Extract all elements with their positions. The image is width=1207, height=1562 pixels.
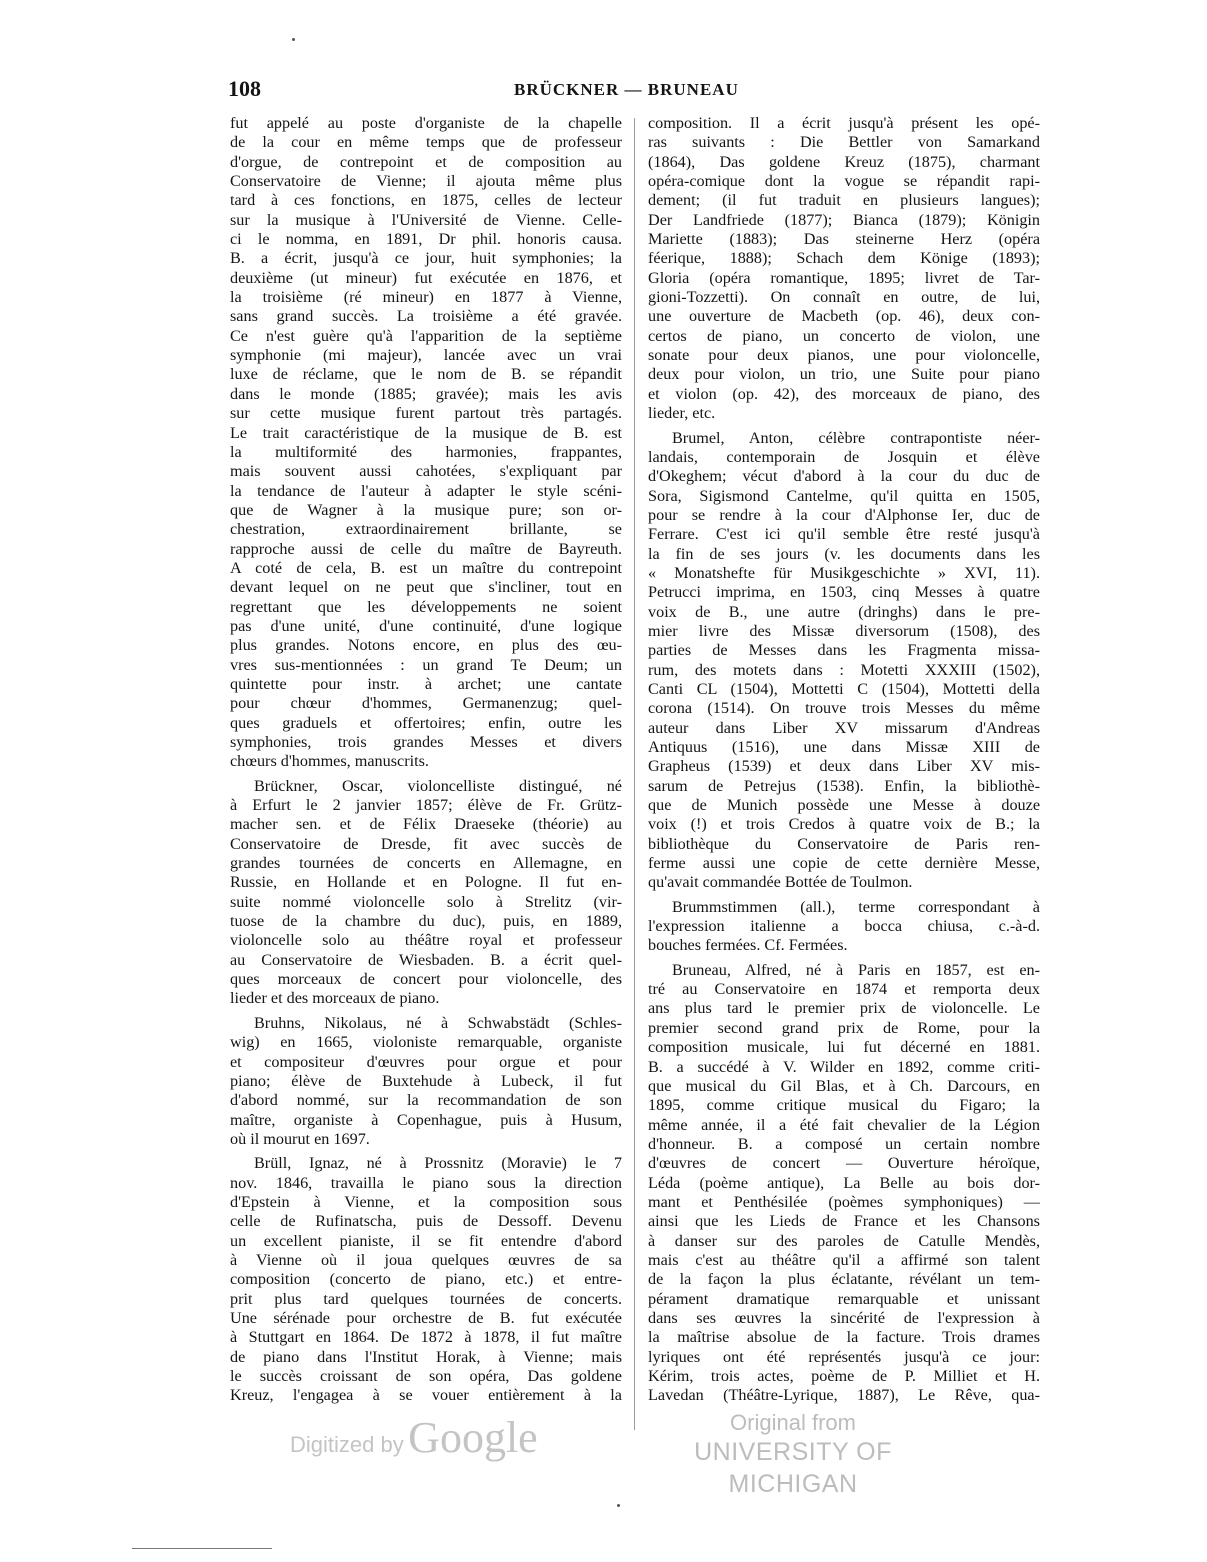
text-line: quintette pour instr. à archet; une cantate <box>230 674 622 693</box>
text-line: ques graduels et offertoires; enfin, outre les <box>230 713 622 732</box>
text-line: maître, organiste à Copenhague, puis à Husum, <box>230 1110 622 1129</box>
text-line: une ouverture de Macbeth (op. 46), deux con- <box>648 307 1040 326</box>
text-line: composition musicale, lui fut décerné en 1881. <box>648 1038 1040 1057</box>
text-line: voix (!) et trois Credos à quatre voix de B.; la <box>648 815 1040 834</box>
text-line: composition (concerto de piano, etc.) et entre- <box>230 1270 622 1289</box>
text-line: sonate pour deux pianos, une pour violoncelle, <box>648 346 1040 365</box>
text-line: le succès croissant de son opéra, Das goldene <box>230 1367 622 1385</box>
text-line: lieder et des morceaux de piano. <box>230 989 440 1008</box>
text-line: B. a écrit, jusqu'à ce jour, huit symphonies; la <box>230 249 622 268</box>
text-line: l'expression italienne a bocca chiusa, c.-à-d. <box>648 917 1040 936</box>
original-from-watermark <box>668 1410 918 1500</box>
text-line: rum, des motets dans : Motetti XXXIII (1502), <box>648 660 1040 679</box>
university-label: UNIVERSITY OF MICHIGAN <box>694 1438 892 1498</box>
text-line: Conservatoire de Vienne; il ajouta même plus <box>230 172 622 191</box>
text-line: Brüll, Ignaz, né à Prossnitz (Moravie) le 7 <box>254 1154 622 1173</box>
text-line: de la cour en même temps que de professeur <box>230 133 622 152</box>
text-line: dans le monde (1885; gravée); mais les avis <box>230 384 622 403</box>
text-line: opéra-comique dont la vogue se répandit rapi- <box>648 172 1040 191</box>
text-line: la multiformité des harmonies, frappantes, <box>230 442 622 461</box>
text-line: luxe de réclame, que le nom de B. se répandit <box>230 365 622 384</box>
text-line: ainsi que les Lieds de France et les Chansons <box>648 1212 1040 1231</box>
text-line: 1895, comme critique musical du Figaro; la <box>648 1096 1040 1115</box>
text-line: d'honneur. B. a composé un certain nombre <box>648 1134 1040 1153</box>
text-line: Bruneau, Alfred, né à Paris en 1857, est en- <box>672 960 1040 979</box>
text-line: corona (1514). On trouve trois Messes du même <box>648 699 1040 718</box>
text-line: tuose de la chambre du duc), puis, en 1889, <box>230 912 622 931</box>
text-line: sur la musique à l'Université de Vienne. Celle- <box>230 210 622 229</box>
text-line: d'abord nommé, sur la recommandation de son <box>230 1091 622 1110</box>
text-line: ras suivants : Die Bettler von Samarkand <box>648 133 1040 152</box>
google-logo: Google <box>408 1413 538 1462</box>
text-line: Gloria (opéra romantique, 1895; livret de Tar- <box>648 268 1040 287</box>
text-line: B. a succédé à V. Wilder en 1892, comme criti- <box>648 1057 1040 1076</box>
text-line: même année, il a été fait chevalier de la Légion <box>648 1115 1040 1134</box>
text-line: grandes tournées de concerts en Allemagne, en <box>230 854 622 873</box>
text-line: A coté de cela, B. est un maître du contrepoint <box>230 558 622 577</box>
text-line: chœurs d'hommes, manuscrits. <box>230 752 429 771</box>
text-line: Russie, en Hollande et en Pologne. Il fut en- <box>230 873 622 892</box>
text-line: Le trait caractéristique de la musique de B. est <box>230 423 622 442</box>
text-line: et violon (op. 42), des morceaux de piano, des <box>648 384 1040 403</box>
text-line: d'Okeghem; vécut d'abord à la cour du duc de <box>648 467 1040 486</box>
text-line: pour chœur d'hommes, Germanenzug; quel- <box>230 694 622 713</box>
text-line: à Stuttgart en 1864. De 1872 à 1878, il fut maître <box>230 1328 622 1347</box>
text-line: Brückner, Oscar, violoncelliste distingué, né <box>254 776 622 795</box>
text-line: où il mourut en 1697. <box>230 1129 370 1148</box>
text-line: tré au Conservatoire en 1874 et remporta deux <box>648 980 1040 999</box>
text-line: pas d'une unité, d'une continuité, d'une logique <box>230 616 622 635</box>
text-line: deuxième (ut mineur) fut exécutée en 1876, et <box>230 268 622 287</box>
text-line: mant et Penthésilée (poèmes symphoniques) — <box>648 1192 1040 1211</box>
text-line: sarum de Petrejus (1538). Enfin, la bibliothè- <box>648 776 1040 795</box>
text-line: Ferrare. C'est ici qu'il semble être resté jusqu'à <box>648 525 1040 544</box>
text-line: Der Landfriede (1877); Bianca (1879); Königin <box>648 210 1040 229</box>
text-line: à Vienne où il joua quelques œuvres de sa <box>230 1250 622 1269</box>
text-line: celle de Rufinatscha, puis de Dessoff. Devenu <box>230 1212 622 1231</box>
right-column <box>648 114 1040 1406</box>
text-line: Mariette (1883); Das steinerne Herz (opéra <box>648 230 1040 249</box>
text-line: un excellent pianiste, il se fit entendre d'abord <box>230 1231 622 1250</box>
text-line: la tendance de l'auteur à adapter le style scéni- <box>230 481 622 500</box>
text-line: mier livre des Missæ diversorum (1508), des <box>648 621 1040 640</box>
text-line: « Monatshefte für Musikgeschichte » XVI, 11). <box>648 563 1040 582</box>
text-line: la fin de ses jours (v. les documents dans les <box>648 544 1040 563</box>
text-line: Brumel, Anton, célèbre contrapontiste néer- <box>672 428 1040 447</box>
text-line: ans plus tard le premier prix de violoncelle. Le <box>648 999 1040 1018</box>
text-line: suite nommé violoncelle solo à Strelitz (vir- <box>230 892 622 911</box>
left-column <box>230 114 622 1406</box>
text-line: d'œuvres de concert — Ouverture héroïque, <box>648 1154 1040 1173</box>
text-line: Grapheus (1539) et deux dans Liber XV mis- <box>648 757 1040 776</box>
running-head: BRÜCKNER — BRUNEAU <box>514 80 739 99</box>
text-line: à danser sur des paroles de Catulle Mendès, <box>648 1231 1040 1250</box>
text-line: ci le nomma, en 1891, Dr phil. honoris causa. <box>230 230 622 249</box>
text-line: fut appelé au poste d'organiste de la chapelle <box>230 114 622 132</box>
text-line: sur cette musique furent partout très partagés. <box>230 404 622 423</box>
text-line: (1864), Das goldene Kreuz (1875), charmant <box>648 152 1040 171</box>
text-line: Une sérénade pour orchestre de B. fut exécutée <box>230 1308 622 1327</box>
scan-speck <box>617 1504 620 1507</box>
text-line: wig) en 1665, violoniste remarquable, organiste <box>230 1033 622 1052</box>
text-line: à Erfurt le 2 janvier 1857; élève de Fr. Grütz- <box>230 796 622 815</box>
text-line: bibliothèque du Conservatoire de Paris ren- <box>648 834 1040 853</box>
text-line: parties de Messes dans les Fragmenta missa- <box>648 641 1040 660</box>
text-line: la troisième (ré mineur) en 1877 à Vienne, <box>230 288 622 307</box>
text-line: prit plus tard quelques tournées de concerts. <box>230 1289 622 1308</box>
text-line: pour se rendre à la cour d'Alphonse Ier, duc de <box>648 505 1040 524</box>
digitized-by-watermark <box>290 1412 538 1463</box>
text-line: plus grandes. Notons encore, en plus des œu- <box>230 636 622 655</box>
text-line: nov. 1846, travailla le piano sous la direction <box>230 1173 622 1192</box>
text-line: Conservatoire de Dresde, fit avec succès de <box>230 834 622 853</box>
scan-speck <box>292 38 295 41</box>
text-line: ferme aussi une copie de cette dernière Messe, <box>648 854 1040 873</box>
text-line: regrettant que les développements ne soient <box>230 597 622 616</box>
text-line: Léda (poème antique), La Belle au bois dor- <box>648 1173 1040 1192</box>
text-line: Brummstimmen (all.), terme correspondant à <box>672 897 1040 916</box>
page-number: 108 <box>228 76 261 101</box>
column-divider <box>634 118 635 1430</box>
text-line: tard à ces fonctions, en 1875, celles de lecteur <box>230 191 622 210</box>
text-line: certos de piano, un concerto de violon, une <box>648 326 1040 345</box>
text-line: Lavedan (Théâtre-Lyrique, 1887), Le Rêve, qua- <box>648 1386 1040 1405</box>
text-line: composition. Il a écrit jusqu'à présent les opé- <box>648 114 1040 132</box>
text-line: chestration, extraordinairement brillante, se <box>230 520 622 539</box>
text-line: macher sen. et de Félix Draeseke (théorie) au <box>230 815 622 834</box>
text-line: Ce n'est guère qu'à l'apparition de la septième <box>230 326 622 345</box>
text-line: que musical du Gil Blas, et à Ch. Darcours, en <box>648 1076 1040 1095</box>
text-line: sans grand succès. La troisième a été gravée. <box>230 307 622 326</box>
text-line: mais c'est au théâtre qu'il a affirmé son talent <box>648 1250 1040 1269</box>
text-line: lyriques ont été représentés jusqu'à ce jour: <box>648 1347 1040 1366</box>
text-line: de la façon la plus éclatante, révélant un tem- <box>648 1270 1040 1289</box>
text-line: que de Wagner à la musique pure; son or- <box>230 500 622 519</box>
text-line: landais, contemporain de Josquin et élève <box>648 447 1040 466</box>
text-line: d'Epstein à Vienne, et la composition sous <box>230 1192 622 1211</box>
text-line: symphonies, trois grandes Messes et divers <box>230 733 622 751</box>
text-line: piano; élève de Buxtehude à Lubeck, il fut <box>230 1071 622 1090</box>
text-line: de piano dans l'Institut Horak, à Vienne; mais <box>230 1347 622 1366</box>
text-line: bouches fermées. Cf. Fermées. <box>648 936 848 955</box>
text-line: rapproche aussi de celle du maître de Bayreuth. <box>230 539 622 558</box>
text-line: devant lequel on ne peut que s'incliner, tout en <box>230 578 622 597</box>
text-line: ques morceaux de concert pour violoncelle, des <box>230 970 622 989</box>
text-line: qu'avait commandée Bottée de Toulmon. <box>648 873 913 892</box>
text-line: et compositeur d'œuvres pour orgue et pour <box>230 1052 622 1071</box>
text-line: que de Munich possède une Messe à douze <box>648 796 1040 815</box>
text-line: deux pour violon, un trio, une Suite pour piano <box>648 365 1040 384</box>
text-line: au Conservatoire de Wiesbaden. B. a écrit quel- <box>230 950 622 969</box>
text-line: Antiquus (1516), une dans Missæ XIII de <box>648 738 1040 756</box>
bottom-rule <box>132 1548 272 1549</box>
text-line: violoncelle solo au théâtre royal et professeur <box>230 931 622 950</box>
text-line: d'orgue, de contrepoint et de composition au <box>230 152 622 171</box>
text-line: symphonie (mi majeur), lancée avec un vrai <box>230 346 622 365</box>
text-line: pérament dramatique remarquable et unissant <box>648 1289 1040 1308</box>
text-line: voix de B., une autre (dringhs) dans le pre- <box>648 602 1040 621</box>
text-line: gioni-Tozzetti). On connaît en outre, de lui, <box>648 288 1040 307</box>
text-line: Petrucci imprima, en 1503, cinq Messes à quatre <box>648 583 1040 602</box>
text-line: Kreuz, l'engagea à se vouer entièrement à la <box>230 1386 622 1405</box>
text-line: Kérim, trois actes, poème de P. Milliet et H. <box>648 1367 1040 1385</box>
text-line: Sora, Sigismond Cantelme, qu'il quitta en 1505, <box>648 486 1040 505</box>
text-line: auteur dans Liber XV missarum d'Andreas <box>648 718 1040 737</box>
text-line: la maîtrise absolue de la facture. Trois drames <box>648 1328 1040 1347</box>
original-from-label: Original from <box>730 1410 856 1435</box>
text-line: dans ses œuvres la sincérité de l'expression à <box>648 1308 1040 1327</box>
text-line: féerique, 1888); Schach dem Könige (1893); <box>648 249 1040 268</box>
text-line: lieder, etc. <box>648 404 716 423</box>
text-line: dement; (il fut traduit en plusieurs langues); <box>648 191 1040 210</box>
text-line: mais souvent aussi cahotées, s'expliquant par <box>230 462 622 481</box>
text-line: Canti CL (1504), Mottetti C (1504), Mottetti della <box>648 679 1040 698</box>
text-line: Bruhns, Nikolaus, né à Schwabstädt (Schles- <box>254 1013 622 1032</box>
digitized-prefix: Digitized by <box>290 1432 404 1457</box>
text-line: vres sus-mentionnées : un grand Te Deum; un <box>230 655 622 674</box>
text-line: premier second grand prix de Rome, pour la <box>648 1018 1040 1037</box>
